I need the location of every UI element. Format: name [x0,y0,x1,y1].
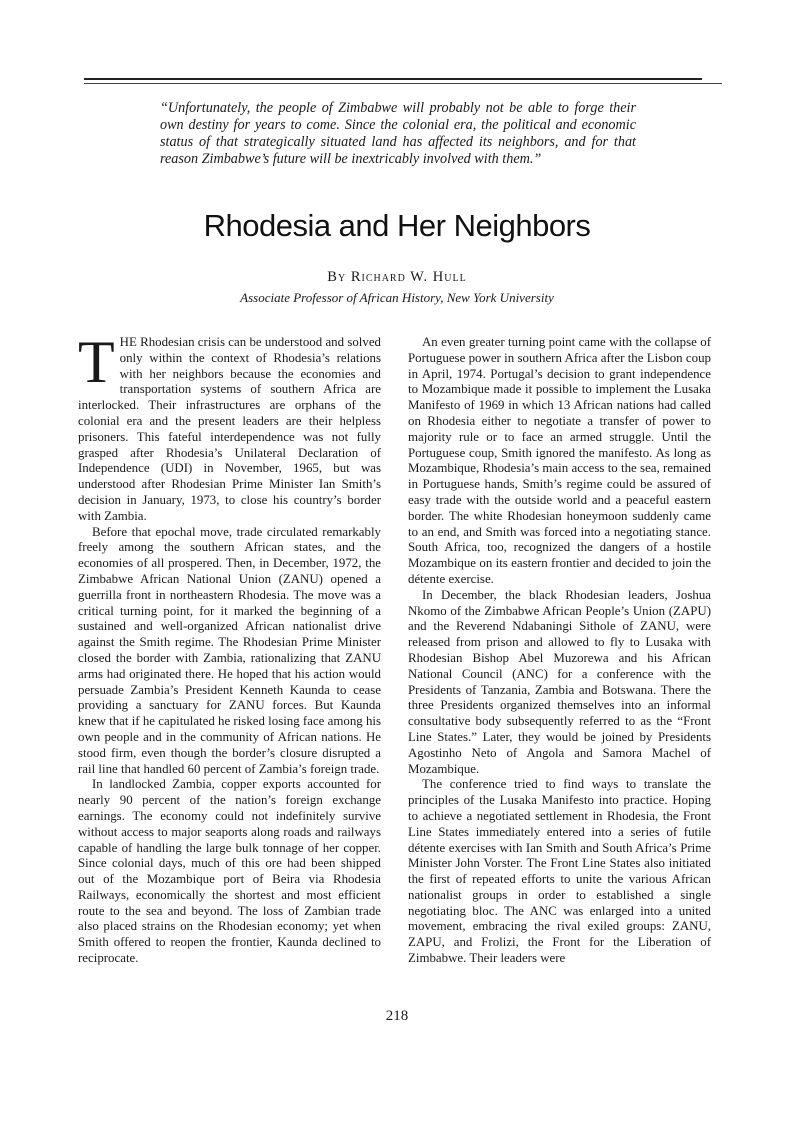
body-paragraph: In December, the black Rhodesian leaders, Joshua Nkomo of the Zimbabwe African People’s Union (ZAPU) and the Reverend Ndabaningi Sithole of ZANU, were released from prison and allowed to fly to Lusaka with Rhodesian Bishop Abel Muzorewa and his African National Council (ANC) for a conference with the Presidents of Tanzania, Zambia and Botswana. There the three Presidents organized themselves into an informal consultative body subsequently referred to as the “Front Line States.” Later, they would be joined by Presidents Agostinho Neto of Angola and Samora Machel of Mozambique. [408,587,711,776]
body-paragraph: The conference tried to find ways to translate the principles of the Lusaka Manifesto into practice. Hoping to achieve a negotiated settlement in Rhodesia, the Front Line States immediately entered into a series of futile détente exercises with Ian Smith and South Africa’s Prime Minister John Vorster. The Front Line States also initiated the first of repeated efforts to unite the various African nationalist groups in order to established a single negotiating bloc. The ANC was enlarged into a united movement, embracing the rival exiled groups: ZANU, ZAPU, and Frolizi, the Front for the Liberation of Zimbabwe. Their leaders were [408,777,711,966]
page-number: 218 [385,1008,409,1024]
header-rule-thick [84,78,702,80]
lead-smallcaps: HE [119,335,137,349]
author-affiliation: Associate Professor of African History, New York University [240,290,554,305]
article-title: Rhodesia and Her Neighbors [203,208,591,243]
body-paragraph: In landlocked Zambia, copper exports accounted for nearly 90 percent of the nation’s foreign exchange earnings. The economy could not indefinitely survive without access to major seaports along roads and railways capable of handling the large bulk tonnage of her copper. Since colonial days, much of this ore had been shipped out of the Mozambique port of Beira via Rhodesia Railways, economically the shortest and most efficient route to the sea and beyond. The loss of Zambian trade also placed strains on the Rhodesian economy; yet when Smith offered to reopen the frontier, Kaunda declined to reciprocate. [78,777,381,966]
body-paragraph [78,329,381,525]
body-paragraph: Before that epochal move, trade circulated remarkably freely among the southern African states, and the economies of all prospered. Then, in December, 1972, the Zimbabwe African National Union (ZANU) opened a guerrilla front in northeastern Rhodesia. The move was a critical turning point, for it marked the beginning of a sustained and well-organized African nationalist drive against the Smith regime. The Rhodesian Prime Minister closed the border with Zambia, rationalizing that ZANU arms had originated there. He hoped that his action would persuade Zambia’s President Kenneth Kaunda to cease providing a sanctuary for ZANU forces. But Kaunda knew that if he capitulated he risked losing face among his own people and in the community of African nations. He stood firm, even though the border’s closure disrupted a rail line that handled 60 percent of Zambia’s foreign trade. [78,524,381,776]
drop-cap: T [78,329,115,395]
paragraph-text: Rhodesian crisis can be understood and solved only within the context of Rhodesia’s relations with her neighbors because the economies and transportation systems of southern Africa are interlocked. Their infrastructures are orphans of the colonial era and the present leaders are their helpless prisoners. This fateful interdependence was not fully grasped after Rhodesia’s Unilateral Declaration of Independence (UDI) in November, 1965, but was understood after Rhodesian Prime Minister Ian Smith’s decision in January, 1973, to close his country’s border with Zambia. [78,335,381,523]
byline-prefix: By [327,269,347,285]
byline [0,269,794,286]
right-column [408,335,711,967]
header-rule-thin [84,83,722,84]
author-name: Richard W. Hull [350,269,467,285]
body-paragraph: An even greater turning point came with the collapse of Portuguese power in southern Africa after the Lisbon coup in April, 1974. Portugal’s decision to grant independence to Mozambique made it possible to implement the Lusaka Manifesto of 1969 in which 13 African nations had called on Rhodesia either to negotiate a transfer of power to majority rule or to face an armed struggle. Until the Portuguese coup, Smith ignored the manifesto. As long as Mozambique, Rhodesia’s main access to the sea, remained in Portuguese hands, Smith’s regime could be assured of easy trade with the outside world and a peaceful eastern border. The white Rhodesian honeymoon suddenly came to an end, and Smith was forced into a negotiating stance. South Africa, too, recognized the dangers of a hostile Mozambique on its eastern frontier and decided to join the détente exercise. [408,335,711,586]
epigraph-quote: “Unfortunately, the people of Zimbabwe will probably not be able to forge their own destiny for years to come. Since the colonial era, the political and economic status of that strategically situated land has affected its neighbors, and for that reason Zimbabwe’s future will be inextricably involved with them.” [160,100,636,167]
left-column [78,329,381,967]
